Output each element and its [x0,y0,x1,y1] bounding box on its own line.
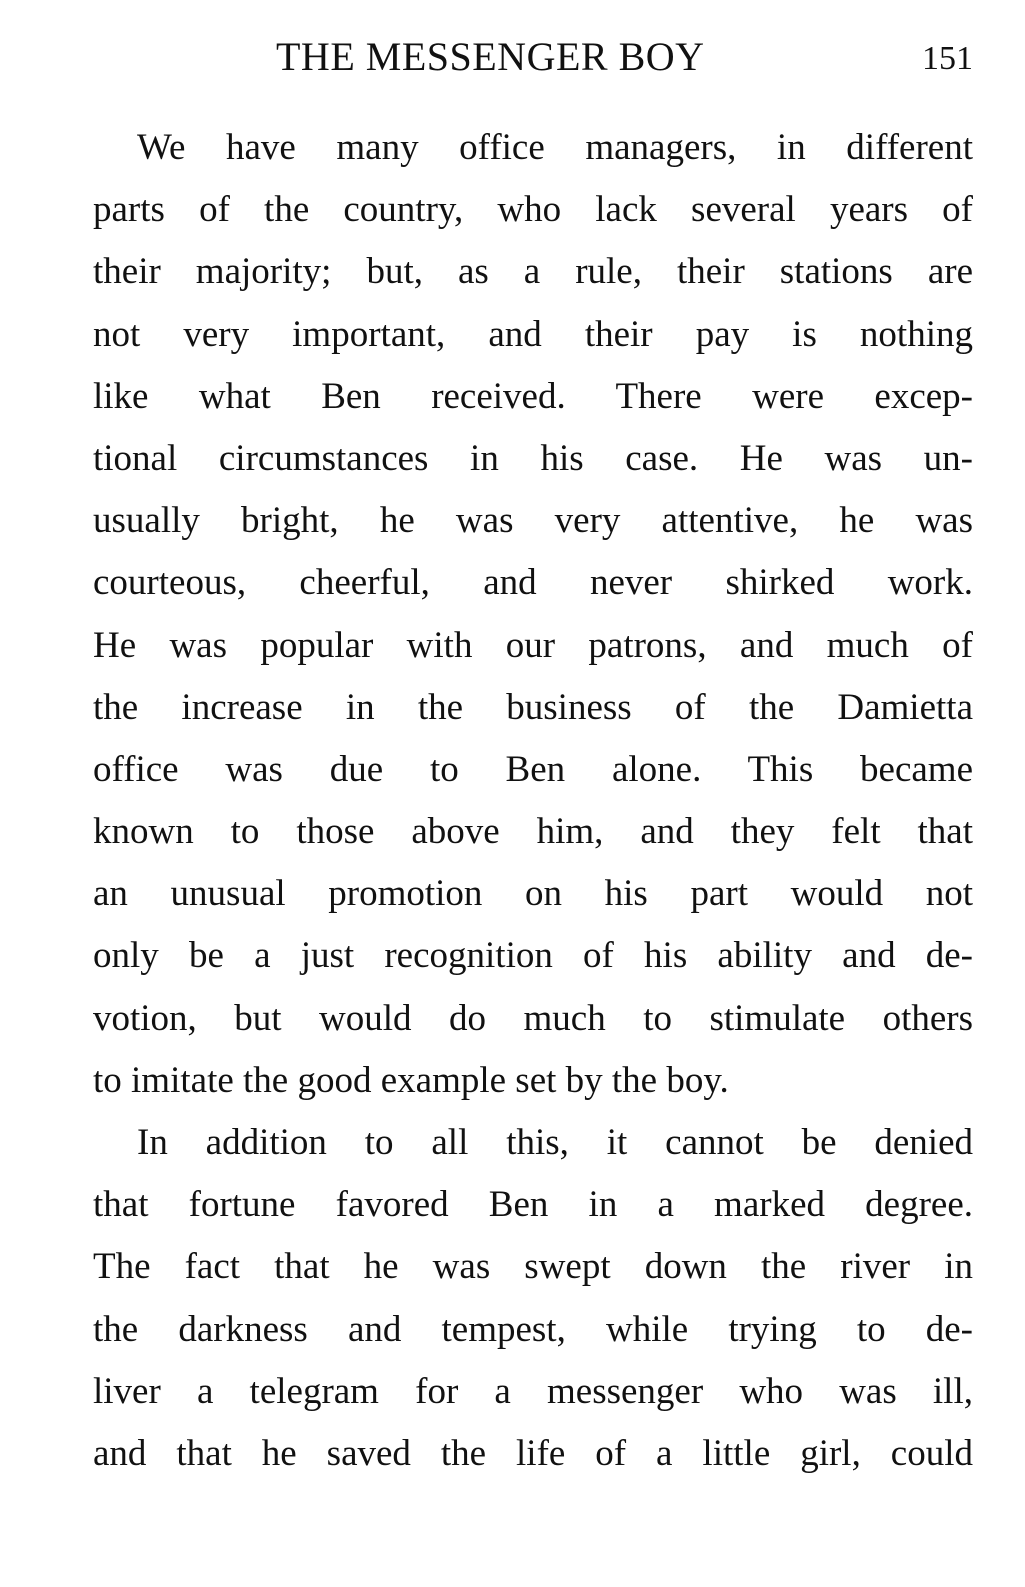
body-text [93,117,973,1485]
text-line: In addition to all this, it cannot be denied [137,1122,973,1163]
text-line: the increase in the business of the Damietta [93,686,973,728]
paragraph [93,117,973,1112]
text-line: courteous, cheerful, and never shirked work. [93,562,973,604]
text-line: their majority; but, as a rule, their stations are [93,251,973,293]
text-line: The fact that he was swept down the river in [93,1246,973,1288]
text-line: known to those above him, and they felt that [93,811,973,853]
running-head [0,32,1025,82]
running-title: THE MESSENGER BOY [276,34,705,79]
text-line: We have many office managers, in different [137,127,973,168]
text-line: usually bright, he was very attentive, he was [93,500,973,542]
text-line: office was due to Ben alone. This became [93,748,973,790]
text-line: and that he saved the life of a little girl, could [93,1432,973,1474]
page-number: 151 [922,40,973,77]
text-line: tional circumstances in his case. He was un- [93,437,973,479]
paragraph [93,1112,973,1485]
text-line: not very important, and their pay is nothing [93,313,973,355]
text-line: votion, but would do much to stimulate others [93,997,973,1039]
text-line: that fortune favored Ben in a marked degree. [93,1184,973,1226]
text-line: an unusual promotion on his part would not [93,873,973,915]
text-line: to imitate the good example set by the boy. [93,1059,729,1101]
text-line: liver a telegram for a messenger who was ill, [93,1370,973,1412]
text-line: only be a just recognition of his ability and de- [93,935,973,977]
text-line: He was popular with our patrons, and much of [93,624,973,666]
text-line: like what Ben received. There were excep- [93,375,973,417]
text-line: the darkness and tempest, while trying to de- [93,1308,973,1350]
text-line: parts of the country, who lack several years of [93,189,973,231]
